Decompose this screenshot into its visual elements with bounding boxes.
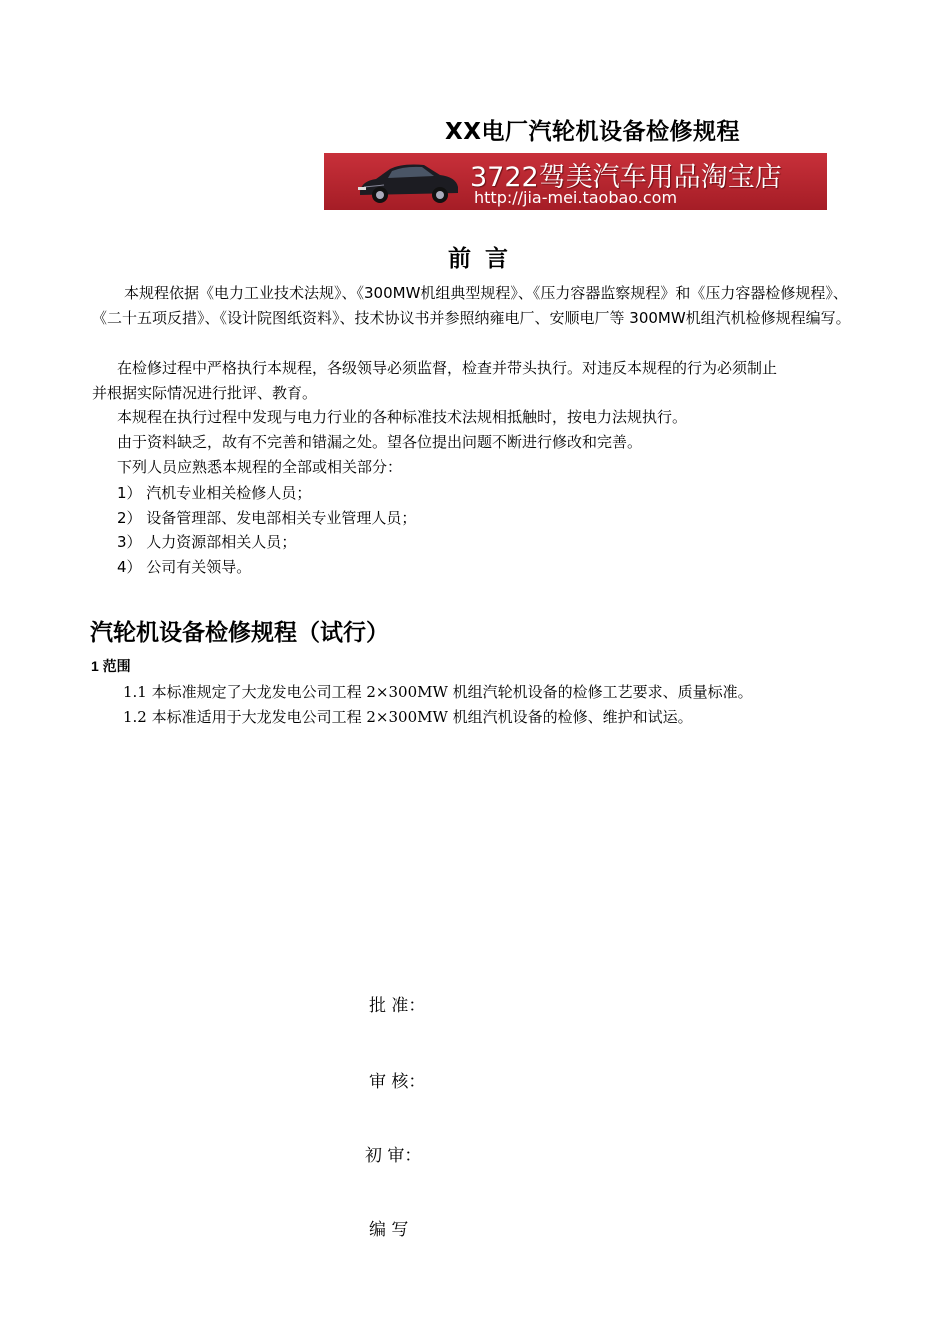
document-title: XX电厂汽轮机设备检修规程 — [445, 119, 740, 145]
preface-paragraph-2-line-1: 在检修过程中严格执行本规程，各级领导必须监督，检查并带头执行。对违反本规程的行为必须制止 — [117, 359, 778, 377]
list-item: 2） 设备管理部、发电部相关专业管理人员； — [117, 509, 417, 527]
car-image — [354, 157, 464, 207]
first-review-label: 初 审： — [365, 1146, 422, 1166]
preface-paragraph-4: 由于资料缺乏，故有不完善和错漏之处。望各位提出问题不断进行修改和完善。 — [117, 433, 643, 451]
approve-label: 批 准： — [369, 996, 426, 1016]
shop-banner[interactable] — [324, 153, 827, 210]
banner-url[interactable]: http://jia-mei.taobao.com — [474, 188, 678, 207]
section-title: 汽轮机设备检修规程（试行） — [90, 620, 389, 646]
preface-paragraph-5: 下列人员应熟悉本规程的全部或相关部分： — [117, 458, 403, 476]
review-label: 审 核： — [369, 1072, 426, 1092]
scope-item-1-2: 1.2 本标准适用于大龙发电公司工程 2×300MW 机组汽机设备的检修、维护和试运。 — [123, 708, 693, 726]
preface-paragraph-1 — [92, 281, 862, 330]
list-item: 1） 汽机专业相关检修人员； — [117, 484, 312, 502]
scope-item-1-1: 1.1 本标准规定了大龙发电公司工程 2×300MW 机组汽轮机设备的检修工艺要求、质量标准。 — [123, 683, 753, 701]
write-label: 编 写 — [369, 1220, 409, 1240]
preface-paragraph-2-line-2: 并根据实际情况进行批评、教育。 — [92, 384, 318, 402]
list-item: 3） 人力资源部相关人员； — [117, 533, 297, 551]
preface-paragraph-1-text: 本规程依据《电力工业技术法规》、《300MW机组典型规程》、《压力容器监察规程》和《压力容器检修规程》、《二十五项反措》、《设计院图纸资料》、技术协议书并参照纳雍电厂、安顺电厂等 300MW机组汽机检修规程编写。 — [92, 284, 851, 327]
list-item: 4） 公司有关领导。 — [117, 558, 252, 576]
scope-heading: 1 范围 — [91, 658, 131, 674]
banner-shop-name: 3722驾美汽车用品淘宝店 — [470, 162, 782, 193]
preface-paragraph-3: 本规程在执行过程中发现与电力行业的各种标准技术法规相抵触时，按电力法规执行。 — [117, 408, 688, 426]
preface-title: 前言 — [448, 246, 522, 272]
